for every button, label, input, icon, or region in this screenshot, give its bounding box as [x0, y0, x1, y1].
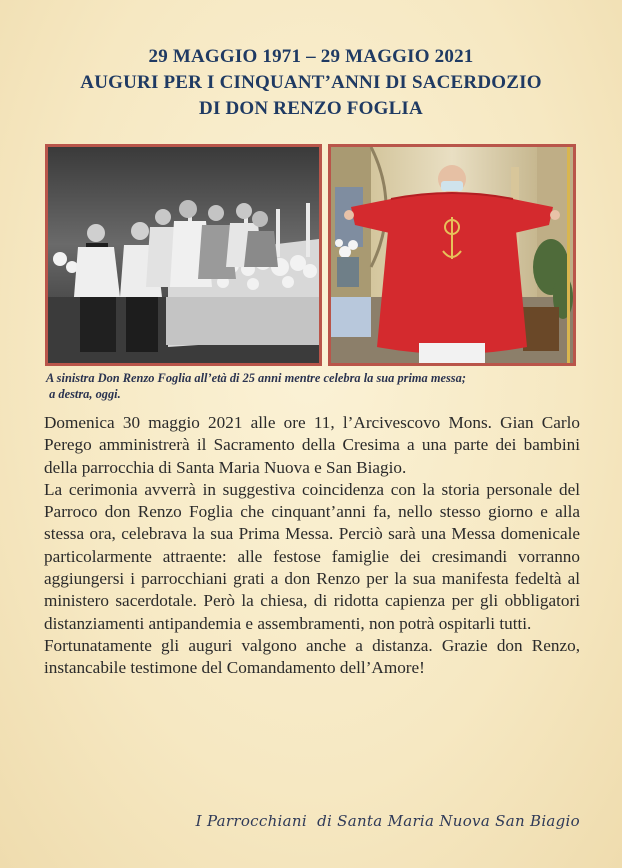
paragraph-announcement: Domenica 30 maggio 2021 alle ore 11, l’Arcivescovo Mons. Gian Carlo Perego amministrerà il Sacramento della Cresima a una parte dei bambini della parrocchia di Santa Maria Nuova e San Biagio. — [44, 413, 580, 477]
title-line-dates: 29 MAGGIO 1971 – 29 MAGGIO 2021 — [148, 46, 474, 67]
signature: I Parrocchiani di Santa Maria Nuova San Biagio — [195, 812, 580, 830]
present-photo-illustration — [331, 147, 573, 363]
title-line-greeting: AUGURI PER I CINQUANT’ANNI DI SACERDOZIO — [80, 72, 542, 93]
priest-red-vestment-photo — [328, 144, 576, 366]
historic-photo-illustration — [48, 147, 319, 363]
caption-line-2: a destra, oggi. — [46, 387, 121, 401]
historic-mass-photo — [45, 144, 322, 366]
paragraph-ceremony: La cerimonia avverrà in suggestiva coincidenza con la storia personale del Parroco don Renzo Foglia che cinquant’anni fa, nello stesso giorno e alla stessa ora, celebrava la sua Prima Messa. Perciò sarà una Messa domenicale particolarmente attraente: alle festose famiglie dei cresimandi vorranno aggiungersi i parrocchiani grati a don Renzo per la sua manifesta fedeltà al ministero sacerdotale. Però la chiesa, di ridotta capienza per gli obbligatori distanziamenti antipandemia e assembramenti, non potrà ospitarli tutti. — [44, 479, 580, 633]
page-title — [0, 44, 622, 122]
title-line-name: DI DON RENZO FOGLIA — [199, 98, 423, 119]
article-body — [44, 412, 580, 680]
photo-caption — [46, 370, 586, 402]
caption-line-1: A sinistra Don Renzo Foglia all’età di 25 anni mentre celebra la sua prima messa; — [46, 371, 466, 385]
paragraph-thanks: Fortunatamente gli auguri valgono anche a distanza. Grazie don Renzo, instancabile testimone del Comandamento dell’Amore! — [44, 635, 580, 678]
